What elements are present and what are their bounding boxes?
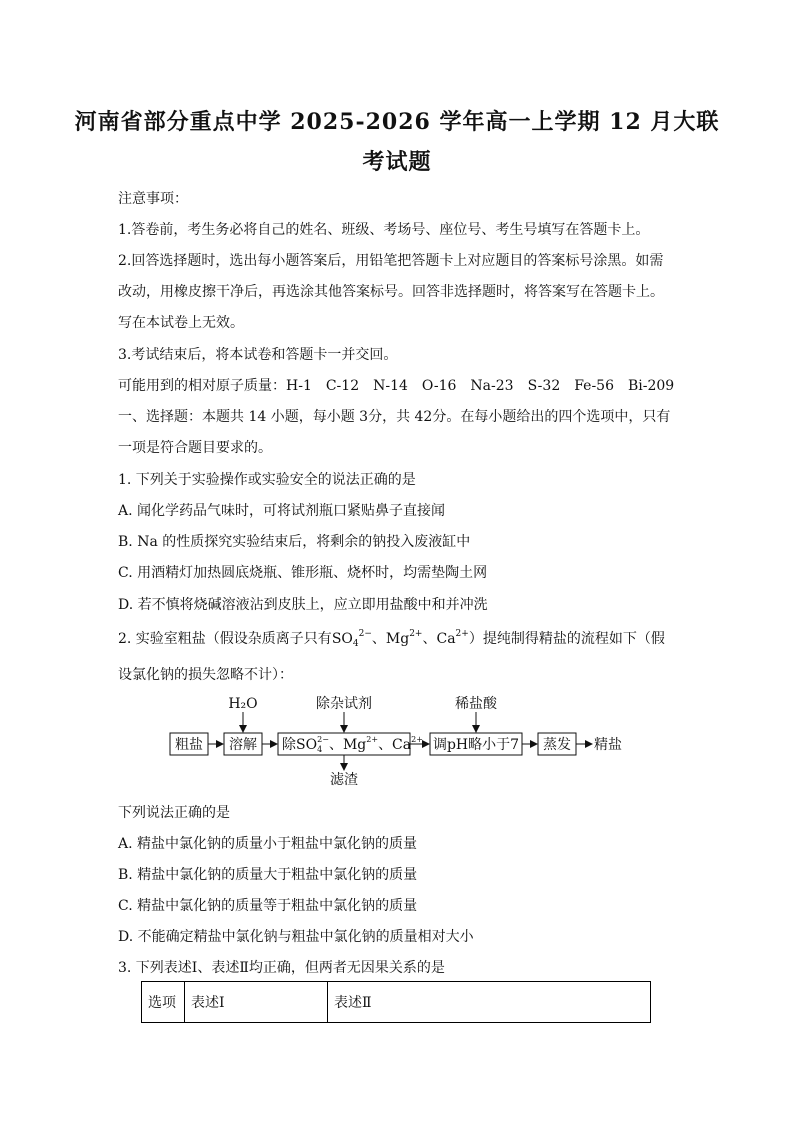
ion-ca: $Ca^{2+}$: [436, 629, 469, 647]
q1-option-d: D. 若不慎将烧碱溶液沾到皮肤上，应立即用盐酸中和并冲洗: [118, 597, 488, 613]
table-row: [142, 982, 651, 1023]
table-header-option: 选项: [142, 982, 185, 1023]
q1-option-b: B. Na 的性质探究实验结束后，将剩余的钠投入废液缸中: [118, 534, 471, 550]
flow-box-adjust-ph-label: 调pH略小于7: [432, 737, 520, 753]
exam-title-line1: 河南省部分重点中学 2025-2026 学年高一上学期 12 月大联: [74, 109, 720, 135]
q2-option-b: B. 精盐中氯化钠的质量大于粗盐中氯化钠的质量: [118, 867, 418, 883]
atomic-mass-line: 可能用到的相对原子质量：H-1 C-12 N-14 O-16 Na-23 S-32 Fe-56 Bi-209: [118, 378, 675, 394]
q2-stem-end: ）提纯制得精盐的流程如下（假: [468, 631, 665, 647]
q1-option-a: A. 闻化学药品气味时，可将试剂瓶口紧贴鼻子直接闻: [118, 503, 446, 519]
flow-box-evaporate-label: 蒸发: [543, 737, 571, 753]
notes-item-2-line2: 改动，用橡皮擦干净后，再选涂其他答案标号。回答非选择题时，将答案写在答题卡上。: [118, 284, 664, 300]
flow-output-residue: 滤渣: [330, 772, 358, 788]
notes-item-1: 1.答卷前，考生务必将自己的姓名、班级、考场号、座位号、考生号填写在答题卡上。: [118, 222, 650, 238]
q2-sub-stem: 下列说法正确的是: [118, 805, 230, 821]
flow-box-crude-salt-label: 粗盐: [175, 737, 203, 753]
ion-so4: $SO_4^{2-}$: [331, 629, 372, 649]
table-header-statement-2: 表述Ⅱ: [328, 982, 651, 1023]
q2-stem-line1: 2. 实验室粗盐（假设杂质离子只有$SO_4^{2-}$、$Mg^{2+}$、$Ca^{2+}$）提纯制得精盐的流程如下（假: [118, 629, 665, 649]
flow-product-label: 精盐: [594, 737, 622, 753]
section1-instructions-line1: 一、选择题：本题共 14 小题，每小题 3分，共 42分。在每小题给出的四个选项中，只有: [118, 409, 671, 425]
section1-instructions-line2: 一项是符合题目要求的。: [118, 440, 272, 456]
q2-option-c: C. 精盐中氯化钠的质量等于粗盐中氯化钠的质量: [118, 898, 418, 914]
purification-flowchart: [160, 690, 640, 790]
q3-options-table: [141, 981, 651, 1023]
q1-stem: 1. 下列关于实验操作或实验安全的说法正确的是: [118, 472, 416, 488]
flow-box-dissolve-label: 溶解: [229, 737, 257, 753]
flow-input-reagents: 除杂试剂: [316, 696, 372, 712]
q3-stem: 3. 下列表述Ⅰ、表述Ⅱ均正确，但两者无因果关系的是: [118, 960, 445, 976]
q1-option-c: C. 用酒精灯加热圆底烧瓶、锥形瓶、烧杯时，均需垫陶土网: [118, 565, 488, 581]
notes-item-3: 3.考试结束后，将本试卷和答题卡一并交回。: [118, 347, 398, 363]
q2-stem-start: 2. 实验室粗盐（假设杂质离子只有: [118, 631, 332, 647]
q2-option-a: A. 精盐中氯化钠的质量小于粗盐中氯化钠的质量: [118, 836, 418, 852]
notes-heading: 注意事项：: [118, 191, 188, 207]
notes-item-2-line3: 写在本试卷上无效。: [118, 315, 244, 331]
q2-option-d: D. 不能确定精盐中氯化钠与粗盐中氯化钠的质量相对大小: [118, 929, 474, 945]
notes-item-2-line1: 2.回答选择题时，选出每小题答案后，用铅笔把答题卡上对应题目的答案标号涂黑。如需: [118, 253, 664, 269]
q2-stem-line2: 设氯化钠的损失忽略不计）：: [118, 667, 293, 683]
ion-mg: $Mg^{2+}$: [385, 629, 423, 647]
table-header-statement-1: 表述Ⅰ: [185, 982, 328, 1023]
exam-title-line2: 考试题: [362, 149, 432, 175]
flow-box-remove-ions-label: 除$SO_42-$、$Mg^{2+}$、$Ca^{2+}$: [282, 735, 423, 754]
flow-input-water: H₂O: [228, 696, 258, 712]
flow-input-hcl: 稀盐酸: [455, 696, 497, 712]
